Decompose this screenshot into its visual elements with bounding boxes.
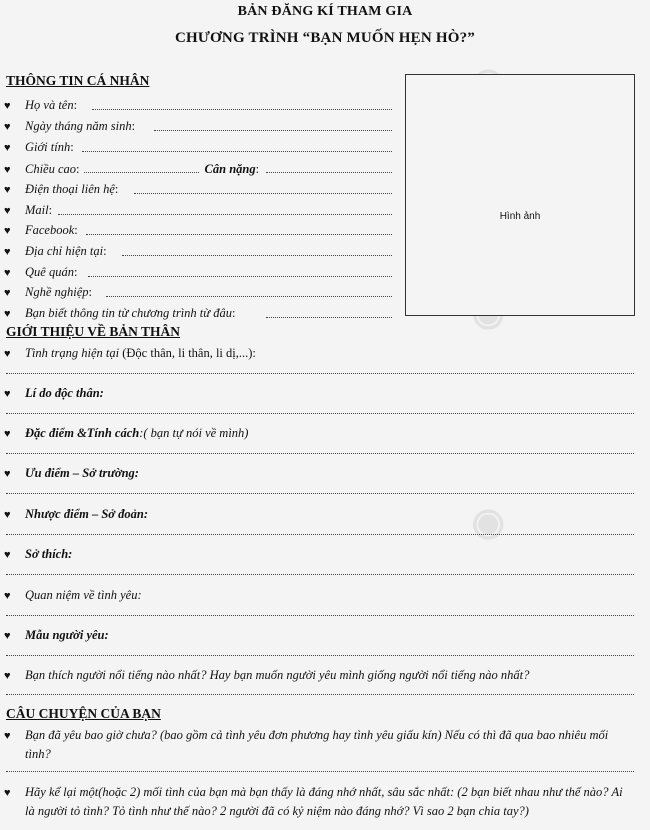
celebrity-field[interactable]: ♥ Bạn thích người nổi tiếng nào nhất? Hay bạn muốn người yêu mình giống người nổi tiếng nào nhất? xyxy=(4,668,530,682)
heart-icon: ♥ xyxy=(4,100,11,112)
dob-field[interactable]: ♥ Ngày tháng năm sinh: xyxy=(4,118,135,135)
heart-icon: ♥ xyxy=(4,509,11,521)
hobbies-answer-line[interactable] xyxy=(6,574,634,575)
heart-icon: ♥ xyxy=(4,287,11,299)
traits-answer-line[interactable] xyxy=(6,453,634,454)
heart-icon: ♥ xyxy=(4,787,11,799)
about-heading: GIỚI THIỆU VỀ BẢN THÂN xyxy=(6,324,181,339)
heart-icon: ♥ xyxy=(4,142,11,154)
heart-icon: ♥ xyxy=(4,549,11,561)
story-question-2: Hãy kể lại một(hoặc 2) mối tình của bạn mà bạn thấy là đáng nhớ nhất, sâu sắc nhất: (2 bạn biết nhau như thế nào? Ai là người tỏ tình? Tỏ tình như thế nào? 2 người đã có kỷ niệm nào đáng nhớ? Vì sao 2 bạn chia tay?) xyxy=(25,785,623,818)
status-field[interactable]: ♥ Tình trạng hiện tại (Độc thân, li thân, li dị,...): xyxy=(4,346,256,360)
heart-icon: ♥ xyxy=(4,670,11,682)
heart-icon: ♥ xyxy=(4,225,11,237)
phone-field[interactable]: ♥ Điện thoại liên hệ: xyxy=(4,181,118,198)
story-question-1: Bạn đã yêu bao giờ chưa? (bao gồm cả tình yêu đơn phương hay tình yêu giấu kín) Nếu có thì đã qua bao nhiêu mối tình? xyxy=(25,728,609,761)
source-field[interactable]: ♥ Bạn biết thông tin từ chương trình từ đâu: xyxy=(4,305,235,322)
ideal-partner-answer-line[interactable] xyxy=(6,655,634,656)
ideal-partner-field[interactable]: ♥ Mẫu người yêu: xyxy=(4,628,109,642)
weaknesses-field[interactable]: ♥ Nhược điểm – Sở đoản: xyxy=(4,507,148,521)
heart-icon: ♥ xyxy=(4,730,11,742)
status-answer-line[interactable] xyxy=(6,373,634,374)
strengths-field[interactable]: ♥ Ưu điểm – Sở trường: xyxy=(4,466,139,480)
facebook-field[interactable]: ♥ Facebook: xyxy=(4,222,78,239)
heart-icon: ♥ xyxy=(4,630,11,642)
story-q1-answer-line[interactable] xyxy=(6,771,634,772)
address-field[interactable]: ♥ Địa chỉ hiện tại: xyxy=(4,243,107,260)
love-view-answer-line[interactable] xyxy=(6,615,634,616)
heart-icon: ♥ xyxy=(4,388,11,400)
heart-icon: ♥ xyxy=(4,267,11,279)
hometown-field[interactable]: ♥ Quê quán: xyxy=(4,264,77,281)
heart-icon: ♥ xyxy=(4,348,11,360)
photo-box[interactable] xyxy=(405,74,635,316)
job-field[interactable]: ♥ Nghề nghiệp: xyxy=(4,284,92,301)
heart-icon: ♥ xyxy=(4,308,11,320)
heart-icon: ♥ xyxy=(4,246,11,258)
strengths-answer-line[interactable] xyxy=(6,493,634,494)
love-view-field[interactable]: ♥ Quan niệm về tình yêu: xyxy=(4,588,142,602)
heart-icon: ♥ xyxy=(4,468,11,480)
name-field[interactable]: ♥ Họ và tên: xyxy=(4,97,77,114)
mail-field[interactable]: ♥ Mail: xyxy=(4,202,52,219)
watermark: ◉ xyxy=(460,496,514,550)
reason-field[interactable]: ♥ Lí do độc thân: xyxy=(4,386,104,400)
heart-icon: ♥ xyxy=(4,590,11,602)
heart-icon: ♥ xyxy=(4,205,11,217)
hobbies-field[interactable]: ♥ Sở thích: xyxy=(4,547,73,561)
heart-icon: ♥ xyxy=(4,184,11,196)
form-title: BẢN ĐĂNG KÍ THAM GIA xyxy=(237,4,413,19)
celebrity-answer-line[interactable] xyxy=(6,694,634,695)
gender-field[interactable]: ♥ Giới tính: xyxy=(4,139,74,156)
heart-icon: ♥ xyxy=(4,164,11,176)
photo-label: Hình ảnh xyxy=(499,211,541,222)
traits-field[interactable]: ♥ Đặc điểm &Tính cách:( bạn tự nói về mình) xyxy=(4,426,249,440)
reason-answer-line[interactable] xyxy=(6,413,634,414)
personal-info-heading: THÔNG TIN CÁ NHÂN xyxy=(6,73,150,88)
height-weight-field[interactable]: ♥ Chiều cao: Cân nặng: xyxy=(4,160,259,178)
heart-icon: ♥ xyxy=(4,121,11,133)
heart-icon: ♥ xyxy=(4,428,11,440)
form-subtitle: CHƯƠNG TRÌNH “BẠN MUỐN HẸN HÒ?” xyxy=(175,30,475,46)
story-heading: CÂU CHUYỆN CỦA BẠN xyxy=(6,706,161,721)
weaknesses-answer-line[interactable] xyxy=(6,534,634,535)
